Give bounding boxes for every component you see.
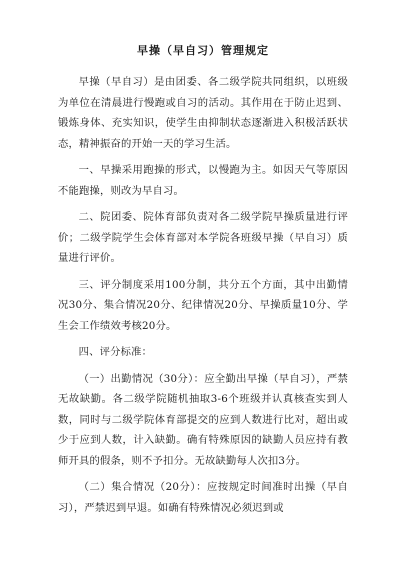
paragraph-rule-4-heading: 四、评分标准： <box>78 346 153 358</box>
paragraph-rule-3: 三、评分制度采用100分制，共分五个方面，其中出勤情况30分、集合情况20分、纪律情况20分、早操质量10分、学生会工作绩效考核20分。 <box>58 278 348 332</box>
paragraph-assembly: （二）集合情况（20分）：应按规定时间准时出操（早自习），严禁迟到早退。如确有特殊情况必须迟到或 <box>58 481 348 514</box>
document-title: 早操（早自习）管理规定 <box>137 44 269 57</box>
paragraph-attendance: （一）出勤情况（30分）：应全勤出早操（早自习），严禁无故缺勤。各二级学院随机抽取3-6个班级并认真核查实到人数，同时与二级学院体育部提交的应到人数进行比对，超出或少于应到人数，计入缺勤。确有特殊原因的缺勤人员应持有教师开具的假条，则不予扣分。无故缺勤每人次扣3分。 <box>58 372 348 467</box>
paragraph-rule-2: 二、院团委、院体育部负责对各二级学院早操质量进行评价；二级学院学生会体育部对本学院各班级早操（早自习）质量进行评价。 <box>58 211 348 264</box>
paragraph-intro: 早操（早自习）是由团委、各二级学院共同组织，以班级为单位在清晨进行慢跑或自习的活动。其作用在于防止迟到、锻炼身体、充实知识，使学生由抑制状态逐渐进入积极活跃状态，精神振奋的开始一天的学习生活。 <box>58 76 348 150</box>
paragraph-rule-1: 一、早操采用跑操的形式，以慢跑为主。如因天气等原因不能跑操，则改为早自习。 <box>58 164 348 197</box>
